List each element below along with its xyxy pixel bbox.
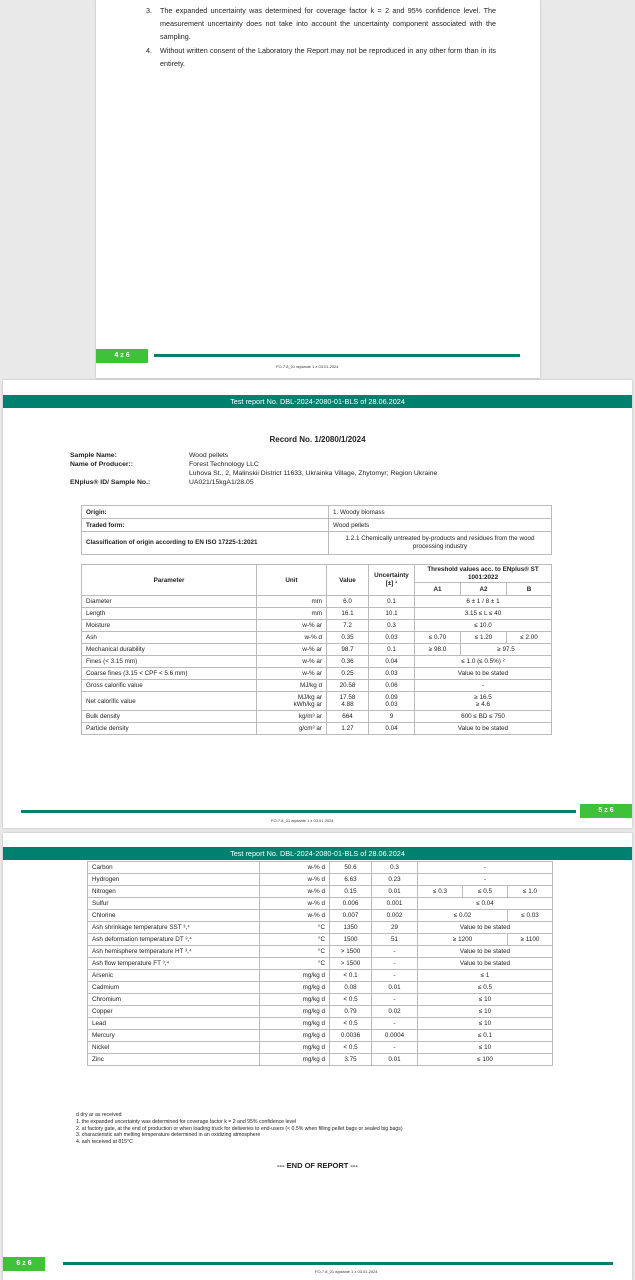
uncertainty-cell: 0.23 <box>372 874 418 886</box>
report-page-4 <box>96 0 540 378</box>
parameter-cell: Ash <box>82 632 257 644</box>
parameter-cell: Mercury <box>88 1030 260 1042</box>
producer-address: Luhova St., 2, Malinskii District 11633, Ukrainka Village, Zhytomyr; Region Ukraine <box>189 470 438 477</box>
col-header-threshold: Threshold values acc. to ENplus® ST 1001:2022 <box>415 565 552 583</box>
uncertainty-cell: 9 <box>369 711 415 723</box>
uncertainty-cell: 0.1 <box>369 596 415 608</box>
threshold-cell: Value to be stated <box>415 668 552 680</box>
table-row <box>88 1042 553 1054</box>
value-cell: 0.007 <box>330 910 372 922</box>
threshold-cell: ≤ 10.0 <box>415 620 552 632</box>
table-row <box>82 632 552 644</box>
table-row <box>82 620 552 632</box>
col-header-unit: Unit <box>257 565 327 596</box>
enplus-id-label: ENplus® ID/ Sample No.: <box>70 479 151 486</box>
unit-cell: mg/kg d <box>260 1006 330 1018</box>
table-row <box>88 1054 553 1066</box>
table-row <box>82 608 552 620</box>
value-cell: 0.15 <box>330 886 372 898</box>
unit-cell: mg/kg d <box>260 970 330 982</box>
table-row <box>88 958 553 970</box>
unit-cell: g/cm³ ar <box>257 723 327 735</box>
threshold-cell: ≤ 100 <box>418 1054 553 1066</box>
footer-form-code: FO-7.8_01 wydanie 1 z 03.01.2024 <box>271 818 334 823</box>
threshold-cell: ≤ 10 <box>418 1006 553 1018</box>
footer-divider <box>21 810 576 813</box>
table-row <box>82 532 552 555</box>
value-cell: 6.63 <box>330 874 372 886</box>
report-note-item: 3. The expanded uncertainty was determined for coverage factor k = 2 and 95% confidence level. The measurement uncertainty does not take into account the uncertainty component associated with the sampling. <box>146 6 496 42</box>
parameter-cell: Hydrogen <box>88 874 260 886</box>
uncertainty-cell-line: 0.03 <box>385 701 398 708</box>
unit-cell: w-% d <box>260 874 330 886</box>
uncertainty-cell: - <box>372 970 418 982</box>
threshold-b-cell: ≤ 1.0 <box>508 886 553 898</box>
parameter-cell: Particle density <box>82 723 257 735</box>
footnote: 1. the expanded uncertainty was determined for coverage factor k = 2 and 95% confidence level <box>76 1118 297 1125</box>
threshold-cell: Value to be stated <box>418 958 553 970</box>
value-cell: 1.27 <box>327 723 369 735</box>
threshold-cell: Value to be stated <box>418 946 553 958</box>
unit-cell: w-% d <box>260 898 330 910</box>
parameter-cell: Coarse fines (3.15 < CPF < 5.6 mm) <box>82 668 257 680</box>
uncertainty-cell: 10.1 <box>369 608 415 620</box>
footnotes <box>76 1112 596 1146</box>
value-cell: 16.1 <box>327 608 369 620</box>
uncertainty-cell: 0.01 <box>372 886 418 898</box>
threshold-a1-cell: ≥ 98.0 <box>415 644 461 656</box>
value-cell: < 0.5 <box>330 1018 372 1030</box>
table-row <box>88 946 553 958</box>
table-row <box>82 680 552 692</box>
table-row <box>88 982 553 994</box>
unit-cell: °C <box>260 922 330 934</box>
unit-cell: w-% ar <box>257 620 327 632</box>
footer-divider <box>63 1262 613 1265</box>
unit-cell: mg/kg d <box>260 1054 330 1066</box>
value-cell: 0.006 <box>330 898 372 910</box>
parameter-cell: Diameter <box>82 596 257 608</box>
parameter-cell: Ash shrinkage temperature SST ³,⁴ <box>88 922 260 934</box>
unit-cell: mg/kg d <box>260 1042 330 1054</box>
uncertainty-cell: 0.002 <box>372 910 418 922</box>
sample-info <box>70 452 590 492</box>
origin-value: 1. Woody biomass <box>329 506 552 519</box>
report-note-item: 4. Without written consent of the Laboratory the Report may not be reproduced in any other form than in its entirety. <box>146 45 496 68</box>
value-cell: 0.0036 <box>330 1030 372 1042</box>
value-cell: > 1500 <box>330 958 372 970</box>
threshold-cell: 6 ± 1 / 8 ± 1 <box>415 596 552 608</box>
table-row <box>88 934 553 946</box>
parameter-cell: Nitrogen <box>88 886 260 898</box>
parameter-cell: Cadmium <box>88 982 260 994</box>
value-cell: 1500 <box>330 934 372 946</box>
threshold-cell: ≤ 0.04 <box>418 898 553 910</box>
unit-cell: mg/kg d <box>260 1030 330 1042</box>
threshold-b-cell: ≤ 2.00 <box>507 632 552 644</box>
unit-cell: mg/kg d <box>260 1018 330 1030</box>
parameter-cell: Chromium <box>88 994 260 1006</box>
enplus-id-value: UA021/15kgA1/28.05 <box>189 479 254 486</box>
threshold-cell: ≤ 0.1 <box>418 1030 553 1042</box>
uncertainty-cell: - <box>372 1018 418 1030</box>
value-cell: < 0.5 <box>330 1042 372 1054</box>
threshold-a2-b-cell: ≥ 97.5 <box>461 644 552 656</box>
footnote: 4. ash received at 815°C <box>76 1139 133 1146</box>
unit-cell: w-% d <box>257 632 327 644</box>
page-number-badge: 6 z 6 <box>3 1257 45 1271</box>
uncertainty-cell: 0.0004 <box>372 1030 418 1042</box>
threshold-cell: ≤ 10 <box>418 994 553 1006</box>
value-cell: 0.35 <box>327 632 369 644</box>
footer-divider <box>154 354 520 357</box>
uncertainty-cell: 0.06 <box>369 680 415 692</box>
page-number-badge: 4 z 6 <box>96 349 148 363</box>
unit-cell: mg/kg d <box>260 994 330 1006</box>
unit-cell: kg/m³ ar <box>257 711 327 723</box>
threshold-cell: ≤ 10 <box>418 1042 553 1054</box>
uncertainty-cell <box>369 692 415 711</box>
unit-cell: MJ/kg d <box>257 680 327 692</box>
parameter-cell: Ash deformation temperature DT ³,⁴ <box>88 934 260 946</box>
unit-cell: w-% d <box>260 910 330 922</box>
parameter-cell: Bulk density <box>82 711 257 723</box>
value-cell: 0.25 <box>327 668 369 680</box>
unit-cell: mm <box>257 596 327 608</box>
unit-cell: °C <box>260 958 330 970</box>
producer-name: Forest Technology LLC <box>189 461 259 468</box>
uncertainty-cell: 0.04 <box>369 656 415 668</box>
parameter-cell: Moisture <box>82 620 257 632</box>
uncertainty-cell: 0.02 <box>372 1006 418 1018</box>
unit-cell: w-% ar <box>257 668 327 680</box>
table-row <box>82 519 552 532</box>
value-cell-line: 4.88 <box>341 701 354 708</box>
threshold-cell: ≤ 10 <box>418 1018 553 1030</box>
footnote: 3. characteristic ash melting temperature determined in an oxidizing atmosphere <box>76 1132 261 1139</box>
parameter-cell: Arsenic <box>88 970 260 982</box>
report-header: Test report No. DBL-2024-2080-01-BLS of 28.06.2024 <box>3 847 632 860</box>
uncertainty-cell: 51 <box>372 934 418 946</box>
report-notes-list <box>146 4 496 70</box>
col-header-b: B <box>507 583 552 596</box>
unit-cell: w-% d <box>260 862 330 874</box>
table-row <box>88 898 553 910</box>
parameter-cell: Mechanical durability <box>82 644 257 656</box>
uncertainty-cell: 0.03 <box>369 632 415 644</box>
threshold-a1-a2-cell: ≤ 0.02 <box>418 910 508 922</box>
parameter-cell: Gross calorific value <box>82 680 257 692</box>
threshold-cell: ≤ 0.5 <box>418 982 553 994</box>
col-header-value: Value <box>327 565 369 596</box>
threshold-b-cell: ≥ 1100 <box>508 934 553 946</box>
value-cell: 0.36 <box>327 656 369 668</box>
value-cell: < 0.5 <box>330 994 372 1006</box>
threshold-a1-cell: ≤ 0.3 <box>418 886 463 898</box>
uncertainty-cell: - <box>372 1042 418 1054</box>
threshold-b-cell: ≤ 0.03 <box>508 910 553 922</box>
uncertainty-cell: 0.04 <box>369 723 415 735</box>
col-header-a1: A1 <box>415 583 461 596</box>
uncertainty-cell: 0.01 <box>372 1054 418 1066</box>
uncertainty-cell: - <box>372 946 418 958</box>
table-row <box>82 711 552 723</box>
table-row <box>88 1006 553 1018</box>
threshold-cell-line: ≥ 16.5 <box>474 694 492 701</box>
threshold-cell-line: ≥ 4.6 <box>476 701 490 708</box>
threshold-cell: - <box>418 862 553 874</box>
value-cell: < 0.1 <box>330 970 372 982</box>
origin-label: Origin: <box>82 506 329 519</box>
value-cell: 3.75 <box>330 1054 372 1066</box>
table-row <box>88 922 553 934</box>
table-row <box>82 723 552 735</box>
table-row <box>88 862 553 874</box>
threshold-cell: Value to be stated <box>415 723 552 735</box>
parameter-cell: Zinc <box>88 1054 260 1066</box>
parameter-cell: Length <box>82 608 257 620</box>
uncertainty-cell: 29 <box>372 922 418 934</box>
value-cell: 664 <box>327 711 369 723</box>
uncertainty-cell: 0.001 <box>372 898 418 910</box>
table-row <box>82 668 552 680</box>
threshold-a1-a2-cell: ≥ 1200 <box>418 934 508 946</box>
uncertainty-cell: 0.01 <box>372 982 418 994</box>
threshold-cell: 3.15 ≤ L ≤ 40 <box>415 608 552 620</box>
parameter-cell: Copper <box>88 1006 260 1018</box>
value-cell: 98.7 <box>327 644 369 656</box>
uncertainty-cell: 0.1 <box>369 644 415 656</box>
table-row <box>88 874 553 886</box>
report-page-5 <box>3 380 632 828</box>
threshold-cell: - <box>415 680 552 692</box>
threshold-cell: - <box>418 874 553 886</box>
table-row <box>88 886 553 898</box>
traded-form-value: Wood pellets <box>329 519 552 532</box>
uncertainty-cell: - <box>372 958 418 970</box>
threshold-cell: ≤ 1 <box>418 970 553 982</box>
value-cell: 50.6 <box>330 862 372 874</box>
uncertainty-cell: - <box>372 994 418 1006</box>
unit-cell: w-% ar <box>257 644 327 656</box>
table-row <box>82 656 552 668</box>
report-header: Test report No. DBL-2024-2080-01-BLS of 28.06.2024 <box>3 395 632 408</box>
threshold-a2-cell: ≤ 0.5 <box>463 886 508 898</box>
footnote: d dry ar as received <box>76 1112 122 1118</box>
value-cell: 0.79 <box>330 1006 372 1018</box>
parameter-cell: Lead <box>88 1018 260 1030</box>
origin-table <box>81 505 552 555</box>
table-row <box>88 970 553 982</box>
unit-cell-line: MJ/kg ar <box>297 694 322 701</box>
unit-cell: mm <box>257 608 327 620</box>
value-cell: 1350 <box>330 922 372 934</box>
end-of-report: --- END OF REPORT --- <box>277 1161 358 1170</box>
parameter-cell: Sulfur <box>88 898 260 910</box>
parameter-cell: Chlorine <box>88 910 260 922</box>
table-row <box>88 994 553 1006</box>
table-header-row <box>82 565 552 583</box>
value-cell: 0.08 <box>330 982 372 994</box>
uncertainty-cell: 0.3 <box>372 862 418 874</box>
traded-form-label: Traded form: <box>82 519 329 532</box>
classification-value: 1.2.1 Chemically untreated by-products and residues from the wood processing industry <box>329 532 552 555</box>
parameter-cell: Ash hemisphere temperature HT ³,⁴ <box>88 946 260 958</box>
table-row <box>82 692 552 711</box>
uncertainty-cell: 0.3 <box>369 620 415 632</box>
value-cell: > 1500 <box>330 946 372 958</box>
col-header-parameter: Parameter <box>82 565 257 596</box>
producer-label: Name of Producer:: <box>70 461 134 468</box>
unit-cell: w-% d <box>260 886 330 898</box>
table-row <box>82 506 552 519</box>
parameter-cell: Ash flow temperature FT ³,⁴ <box>88 958 260 970</box>
unit-cell: mg/kg d <box>260 982 330 994</box>
unit-cell: °C <box>260 934 330 946</box>
sample-name-value: Wood pellets <box>189 452 229 459</box>
footnote: 2. at factory gate, at the end of production or when loading truck for deliveries to end-users (< 0.5% when filling pellet bags or sealed big bags) <box>76 1125 403 1132</box>
unit-cell <box>257 692 327 711</box>
threshold-cell: 600 ≤ BD ≤ 750 <box>415 711 552 723</box>
value-cell-line: 17.58 <box>339 694 356 701</box>
parameter-cell: Nickel <box>88 1042 260 1054</box>
col-header-uncertainty: Uncertainty [±] ¹ <box>369 565 415 596</box>
table-row <box>88 1030 553 1042</box>
uncertainty-cell-line: 0.09 <box>385 694 398 701</box>
record-title: Record No. 1/2080/1/2024 <box>269 435 366 444</box>
page-number-badge: 5 z 6 <box>580 804 632 818</box>
threshold-cell: ≤ 1.0 (≤ 0.5%) ² <box>415 656 552 668</box>
table-row <box>88 1018 553 1030</box>
unit-cell: °C <box>260 946 330 958</box>
value-cell: 20.58 <box>327 680 369 692</box>
table-row <box>82 596 552 608</box>
table-row <box>88 910 553 922</box>
uncertainty-cell: 0.03 <box>369 668 415 680</box>
value-cell: 7.2 <box>327 620 369 632</box>
unit-cell: w-% ar <box>257 656 327 668</box>
value-cell <box>327 692 369 711</box>
unit-cell-line: kWh/kg ar <box>293 701 322 708</box>
report-page-6 <box>3 833 632 1280</box>
parameters-table-continued <box>87 861 553 1066</box>
parameter-cell: Net calorific value <box>82 692 257 711</box>
parameter-cell: Carbon <box>88 862 260 874</box>
footer-form-code: FO-7.8_01 wydanie 1 z 03.01.2024 <box>276 364 339 369</box>
col-header-a2: A2 <box>461 583 507 596</box>
threshold-a2-cell: ≤ 1.20 <box>461 632 507 644</box>
sample-name-label: Sample Name: <box>70 452 117 459</box>
threshold-cell: Value to be stated <box>418 922 553 934</box>
threshold-a1-cell: ≤ 0.70 <box>415 632 461 644</box>
parameters-table <box>81 564 552 735</box>
table-row <box>82 644 552 656</box>
parameter-cell: Fines (< 3.15 mm) <box>82 656 257 668</box>
value-cell: 6.0 <box>327 596 369 608</box>
threshold-cell <box>415 692 552 711</box>
footer-form-code: FO-7.8_01 wydanie 1 z 03.01.2024 <box>315 1269 378 1274</box>
classification-label: Classification of origin according to EN ISO 17225-1:2021 <box>82 532 329 555</box>
